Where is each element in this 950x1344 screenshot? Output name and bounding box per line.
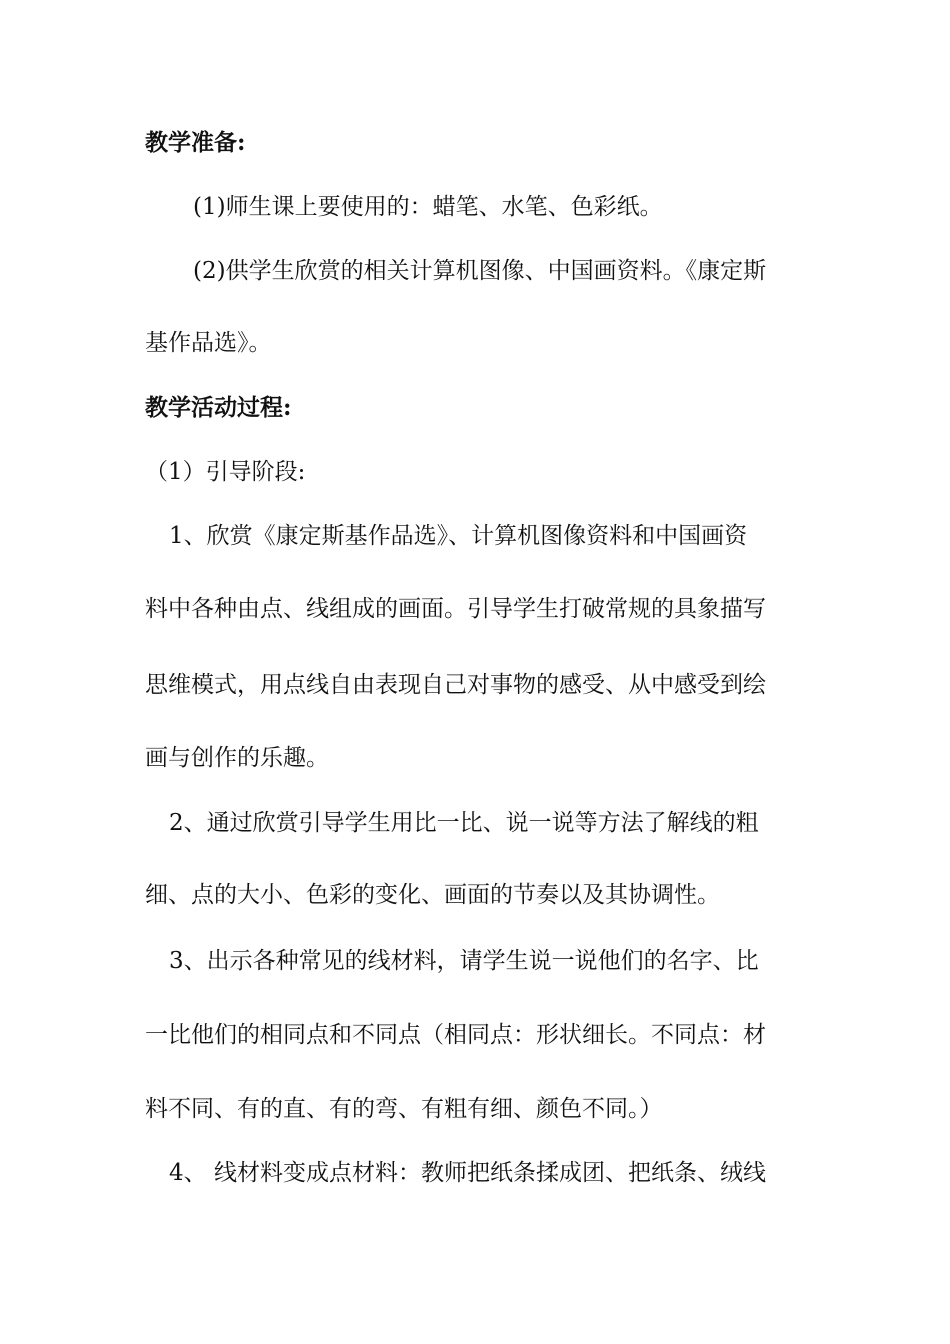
step-3-line-3: 料不同、有的直、有的弯、有粗有细、颜色不同。） (145, 1096, 663, 1122)
step-2-line-2: 细、点的大小、色彩的变化、画面的节奏以及其协调性。 (145, 882, 720, 908)
step-3-line-2: 一比他们的相同点和不同点（相同点：形状细长。不同点：材 (145, 1022, 766, 1048)
process-heading: 教学活动过程: (145, 394, 292, 421)
step-2-line-1: 2、通过欣赏引导学生用比一比、说一说等方法了解线的粗 (169, 810, 759, 836)
step-3-line-1: 3、出示各种常见的线材料，请学生说一说他们的名字、比 (169, 948, 759, 974)
prep-item-1: (1)师生课上要使用的：蜡笔、水笔、色彩纸。 (193, 194, 663, 220)
stage-1-title: （1）引导阶段: (145, 459, 306, 485)
step-1-line-4: 画与创作的乐趣。 (145, 745, 329, 771)
prep-item-2-line-1: (2)供学生欣赏的相关计算机图像、中国画资料。《康定斯 (193, 258, 767, 284)
prep-item-2-line-2: 基作品选》。 (145, 330, 272, 356)
step-1-line-1: 1、欣赏《康定斯基作品选》、计算机图像资料和中国画资 (169, 523, 748, 549)
prep-heading: 教学准备: (145, 129, 246, 156)
step-1-line-2: 料中各种由点、线组成的画面。引导学生打破常规的具象描写 (145, 596, 766, 622)
step-1-line-3: 思维模式，用点线自由表现自己对事物的感受、从中感受到绘 (145, 672, 766, 698)
step-4-line-1: 4、 线材料变成点材料：教师把纸条揉成团、把纸条、绒线 (169, 1160, 766, 1186)
